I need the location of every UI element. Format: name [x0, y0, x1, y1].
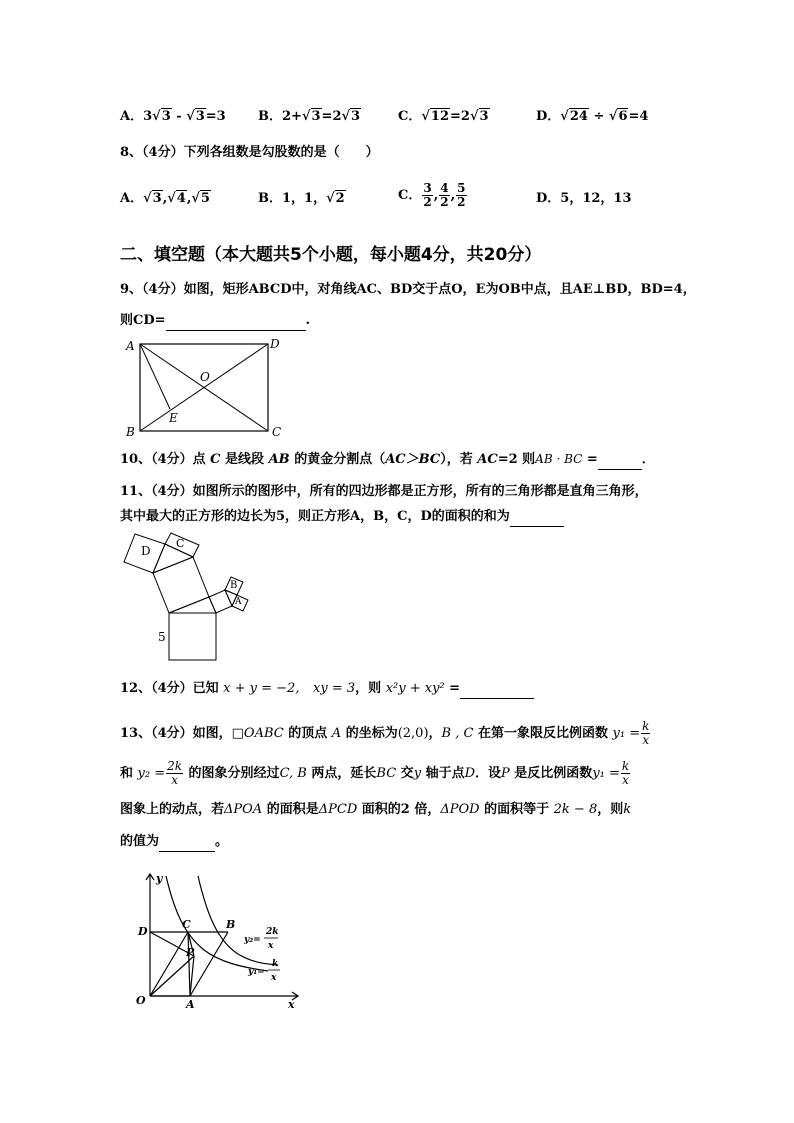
label-b: B — [230, 580, 238, 591]
label-y2: y₂= — [244, 935, 261, 945]
q8-stem: 8、（4分）下列各组数是勾股数的是（ ） — [120, 145, 379, 160]
label-side-5: 5 — [158, 630, 166, 644]
segment-oc — [150, 932, 188, 996]
q7-option-d: D．√24 ÷ √6=4 — [536, 109, 649, 124]
square-left — [153, 557, 209, 613]
triangle-mid — [169, 597, 216, 613]
q9-answer-blank[interactable] — [166, 312, 306, 331]
label-d: D — [141, 544, 151, 558]
q11-line1: 11、（4分）如图所示的图形中，所有的四边形都是正方形，所有的三角形都是直角三角形， — [120, 484, 648, 499]
label-y2-den: x — [268, 941, 274, 951]
label-c: C — [182, 918, 191, 931]
q9-line2: 则CD= . — [120, 312, 310, 331]
section-heading: 二、填空题（本大题共5个小题，每小题4分，共20分） — [120, 245, 542, 265]
label-c: C — [272, 425, 282, 439]
square-right — [209, 590, 232, 613]
square-biggest — [169, 613, 216, 660]
q10-answer-blank[interactable] — [598, 451, 642, 470]
q13-line2: 和 y₂ = $\frac{2k}{x}$ 的图象分别经过C, B 两点，延长BC 交y 轴于点D．设P 是反比例函数y₁ = $\frac{k}{x}$ — [120, 759, 630, 787]
q11-line2: 其中最大的正方形的边长为5，则正方形A，B，C，D的面积的和为 — [120, 508, 564, 527]
q12-line: 12、（4分）已知 x + y = −2, xy = 3，则 x²y + xy² = — [120, 680, 534, 699]
label-a: A — [235, 597, 242, 607]
segment-ac — [188, 932, 190, 996]
q13-line1: 13、（4分）如图，□OABC 的顶点 A 的坐标为(2,0)，B , C 在第一象限反比例函数 y₁ = $\frac{k}{x}$ — [120, 719, 650, 747]
label-d: D — [270, 337, 280, 351]
q9-rectangle-figure — [120, 336, 300, 440]
label-p: P — [186, 946, 195, 959]
label-c: C — [176, 537, 185, 550]
q11-squares-figure — [120, 528, 260, 668]
q13-line4: 的值为 。 — [120, 833, 228, 852]
q10-line: 10、（4分）点 C 是线段 AB 的黄金分割点（AC＞BC），若 AC=2 则AB · BC = ． — [120, 450, 655, 470]
label-y1-num: k — [272, 959, 279, 969]
q7-option-a: A．3√3 - √3=3 — [120, 109, 226, 124]
triangle-top — [153, 544, 193, 573]
label-y2-num: 2k — [266, 927, 279, 937]
label-o: O — [200, 370, 210, 384]
q8-option-b: B．1，1，√2 — [258, 191, 345, 206]
label-b: B — [226, 918, 236, 931]
q8-option-d: D．5，12，13 — [536, 191, 632, 206]
q13-line3: 图象上的动点，若ΔPOA 的面积是ΔPCD 面积的2 倍，ΔPOD 的面积等于 2k − 8，则k — [120, 802, 632, 817]
q11-answer-blank[interactable] — [510, 508, 564, 527]
label-o: O — [136, 994, 146, 1007]
q7-option-c: C．√12=2√3 — [398, 109, 489, 124]
q8-option-c: C． $\frac{3}{2}$ , $\frac{4}{2}$ , $\frac{5}{2}$ — [398, 181, 466, 209]
label-x: x — [288, 998, 295, 1011]
curve-y2 — [198, 876, 278, 965]
q7-option-b: B．2+√3=2√3 — [258, 109, 361, 124]
label-d: D — [138, 925, 148, 938]
label-e: E — [169, 411, 178, 425]
label-y1: y₁= — [248, 967, 265, 977]
label-b: B — [126, 425, 135, 439]
q13-answer-blank[interactable] — [159, 833, 215, 852]
label-a: A — [126, 339, 135, 353]
label-a: A — [186, 998, 195, 1011]
segment-op — [150, 956, 194, 996]
label-y: y — [156, 872, 163, 885]
label-y1-den: x — [271, 973, 277, 983]
q9-line1: 9、（4分）如图，矩形ABCD中，对角线AC、BD交于点O，E为OB中点，且AE⊥BD，BD=4， — [120, 282, 696, 297]
q12-answer-blank[interactable] — [460, 680, 534, 699]
q8-option-a: A．√3,√4,√5 — [120, 191, 210, 206]
q13-inverse-function-figure — [128, 870, 308, 1010]
